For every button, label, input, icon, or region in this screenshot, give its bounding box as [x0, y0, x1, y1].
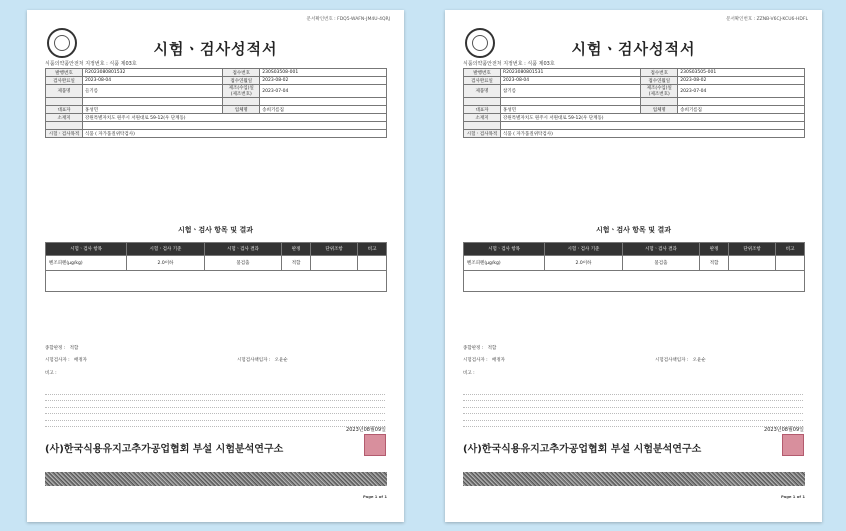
cell-item: 벤조피렌(μg/kg) [464, 256, 545, 271]
label-receipt-no: 접수번호 [641, 69, 678, 77]
institute-name: (사)한국식용유지고추가공업협회 부설 시험분석연구소 [463, 444, 702, 455]
manager: 시험검사책임자 : 오윤순 [237, 358, 288, 363]
rep-name: 홍성민 [501, 106, 641, 114]
label-report-no: 발행번호 [46, 69, 83, 77]
manager: 시험검사책임자 : 오윤순 [655, 358, 706, 363]
label-receipt-date: 접수연월일 [641, 77, 678, 85]
issue-date-footer: 2023년08월09일 [346, 427, 386, 433]
cell-judgement: 적합 [700, 256, 729, 271]
cell-judgement: 적합 [282, 256, 311, 271]
tester: 시험검사자 : 배정자 [45, 358, 88, 363]
page-number: Page 1 of 1 [362, 494, 387, 499]
address: 강원특별자치도 원주시 서원대로 59-12(우 단계동) [501, 114, 805, 122]
results-table [45, 242, 387, 271]
receipt-date: 2023-08-02 [678, 77, 805, 85]
label-mfg-date: 제조(수입)일 (제조번호) [641, 85, 678, 98]
overall-judgement: 종합판정 : 적합 [463, 346, 497, 351]
cell-unit [729, 256, 776, 271]
institute-address [45, 463, 387, 467]
results-title: 시험ㆍ검사 항목 및 결과 [178, 226, 253, 234]
report-title: 시험ㆍ검사성적서 [153, 40, 278, 58]
label-issue-date: 검사완료일 [46, 77, 83, 85]
page-footer [463, 494, 805, 499]
test-purpose: 식품 ( 자가품질위탁검사) [83, 130, 387, 138]
report-no: R2023080801532 [83, 69, 223, 77]
header-result: 시험ㆍ검사 결과 [622, 243, 700, 256]
header-remark: 비고 [358, 243, 387, 256]
label-issue-date: 검사완료일 [464, 77, 501, 85]
security-pattern [45, 472, 387, 486]
report-info-table [45, 68, 387, 138]
header-unit: 단위조항 [729, 243, 776, 256]
issue-date-footer: 2023년08월09일 [764, 427, 804, 433]
company: 송희기름집 [678, 106, 805, 114]
remark: 비고 : [45, 371, 57, 376]
label-product: 제품명 [46, 85, 83, 98]
header-item: 시험ㆍ검사 항목 [464, 243, 545, 256]
header-judgement: 판정 [700, 243, 729, 256]
institute-name: (사)한국식용유지고추가공업협회 부설 시험분석연구소 [45, 444, 284, 455]
designation-number: 식품의약품안전처 지정번호 : 식품 제03호 [45, 61, 137, 67]
page-number: Page 1 of 1 [780, 494, 805, 499]
table-row [46, 256, 387, 271]
receipt-no: 230S03505-001 [678, 69, 805, 77]
cell-result: 불검출 [622, 256, 700, 271]
cell-standard: 2.0이하 [545, 256, 623, 271]
label-receipt-date: 접수연월일 [223, 77, 260, 85]
institute-address [463, 463, 805, 467]
issue-date: 2023-08-04 [501, 77, 641, 85]
official-stamp-icon [364, 434, 386, 456]
report-info-table [463, 68, 805, 138]
product-name: 들기름 [83, 85, 223, 98]
footnotes [45, 388, 385, 427]
receipt-no: 230S03508-001 [260, 69, 387, 77]
rep-name: 홍성민 [83, 106, 223, 114]
cell-remark [776, 256, 805, 271]
mfg-date: 2023-07-04 [678, 85, 805, 98]
cell-unit [311, 256, 358, 271]
cell-remark [358, 256, 387, 271]
footnotes [463, 388, 803, 427]
overall-judgement: 종합판정 : 적합 [45, 346, 79, 351]
table-row [464, 256, 805, 271]
test-report-page-2 [445, 10, 822, 522]
label-report-no: 발행번호 [464, 69, 501, 77]
label-rep: 대표자 [464, 106, 501, 114]
report-no: R2023080801531 [501, 69, 641, 77]
header-judgement: 판정 [282, 243, 311, 256]
test-purpose: 식품 ( 자가품질위탁검사) [501, 130, 805, 138]
label-company: 업체명 [641, 106, 678, 114]
receipt-date: 2023-08-02 [260, 77, 387, 85]
designation-number: 식품의약품안전처 지정번호 : 식품 제03호 [463, 61, 555, 67]
product-name: 참기름 [501, 85, 641, 98]
report-title: 시험ㆍ검사성적서 [571, 40, 696, 58]
security-pattern [463, 472, 805, 486]
header-unit: 단위조항 [311, 243, 358, 256]
label-product: 제품명 [464, 85, 501, 98]
label-purpose: 시험ㆍ검사목적 [464, 130, 501, 138]
label-receipt-no: 접수번호 [223, 69, 260, 77]
tester: 시험검사자 : 배정자 [463, 358, 506, 363]
address: 강원특별자치도 원주시 서원대로 59-12(우 단계동) [83, 114, 387, 122]
issue-date: 2023-08-04 [83, 77, 223, 85]
header-standard: 시험ㆍ검사 기준 [545, 243, 623, 256]
label-rep: 대표자 [46, 106, 83, 114]
results-table [463, 242, 805, 271]
cell-result: 불검출 [204, 256, 282, 271]
document-number: 문서확인번호 : ZZNB-V6CJ-KCU6-HDFL [726, 17, 808, 22]
header-item: 시험ㆍ검사 항목 [46, 243, 127, 256]
label-purpose: 시험ㆍ검사목적 [46, 130, 83, 138]
label-address: 소재지 [464, 114, 501, 122]
header-standard: 시험ㆍ검사 기준 [127, 243, 205, 256]
cell-item: 벤조피렌(μg/kg) [46, 256, 127, 271]
cell-standard: 2.0이하 [127, 256, 205, 271]
document-number: 문서확인번호 : FDQ5-WAFN-JM4U-4QRJ [306, 17, 390, 22]
label-company: 업체명 [223, 106, 260, 114]
header-result: 시험ㆍ검사 결과 [204, 243, 282, 256]
test-report-page-1 [27, 10, 404, 522]
header-remark: 비고 [776, 243, 805, 256]
company: 송희기름집 [260, 106, 387, 114]
label-mfg-date: 제조(수입)일 (제조번호) [223, 85, 260, 98]
mfg-date: 2023-07-04 [260, 85, 387, 98]
results-title: 시험ㆍ검사 항목 및 결과 [596, 226, 671, 234]
official-stamp-icon [782, 434, 804, 456]
label-address: 소재지 [46, 114, 83, 122]
remark: 비고 : [463, 371, 475, 376]
page-footer [45, 494, 387, 499]
